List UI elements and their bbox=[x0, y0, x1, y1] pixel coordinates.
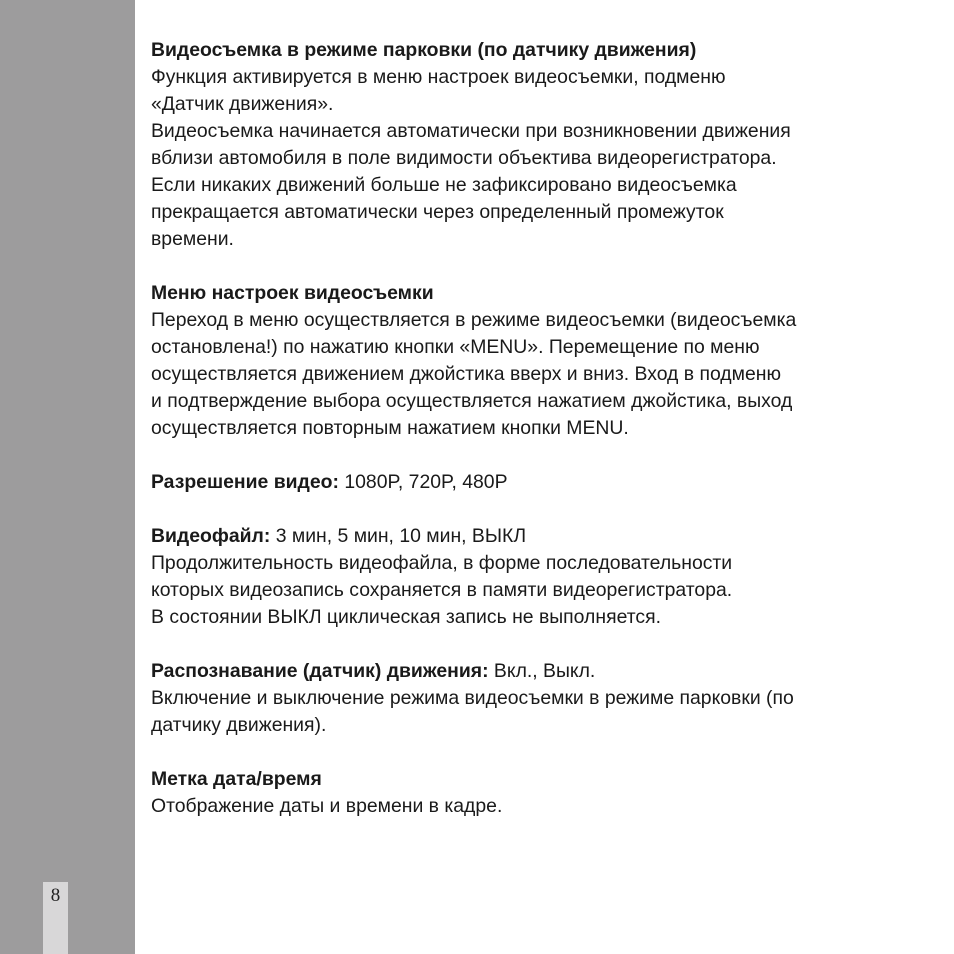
paragraph-line: прекращается автоматически через определенный промежуток bbox=[151, 201, 724, 223]
section-motion-detection bbox=[151, 658, 941, 739]
paragraph-line: Видеосъемка начинается автоматически при возникновении движения bbox=[151, 120, 791, 142]
side-band bbox=[0, 0, 135, 954]
paragraph-line: В состоянии ВЫКЛ циклическая запись не выполняется. bbox=[151, 606, 661, 628]
page-tab bbox=[43, 882, 68, 954]
setting-line bbox=[151, 658, 941, 685]
section-video-file bbox=[151, 523, 941, 631]
document-body bbox=[151, 37, 941, 847]
setting-values: 1080P, 720P, 480P bbox=[338, 471, 508, 493]
paragraph-line: которых видеозапись сохраняется в памяти видеорегистратора. bbox=[151, 579, 733, 601]
section-heading: Видеосъемка в режиме парковки (по датчику движения) bbox=[151, 39, 697, 61]
paragraph-line: вблизи автомобиля в поле видимости объектива видеорегистратора. bbox=[151, 147, 777, 169]
setting-label: Разрешение видео: bbox=[151, 471, 339, 493]
paragraph-line: датчику движения). bbox=[151, 714, 327, 736]
paragraph-line: Переход в меню осуществляется в режиме видеосъемки (видеосъемка bbox=[151, 309, 797, 331]
section-settings-menu bbox=[151, 280, 941, 442]
paragraph-line: осуществляется повторным нажатием кнопки MENU. bbox=[151, 417, 629, 439]
paragraph-line: и подтверждение выбора осуществляется нажатием джойстика, выход bbox=[151, 390, 793, 412]
paragraph-line: Если никаких движений больше не зафиксировано видеосъемка bbox=[151, 174, 737, 196]
paragraph-line: Включение и выключение режима видеосъемки в режиме парковки (по bbox=[151, 687, 794, 709]
section-date-time-stamp bbox=[151, 766, 941, 820]
paragraph-line: «Датчик движения». bbox=[151, 93, 334, 115]
paragraph-line: осуществляется движением джойстика вверх и вниз. Вход в подменю bbox=[151, 363, 781, 385]
setting-label: Видеофайл: bbox=[151, 525, 271, 547]
section-parking-mode bbox=[151, 37, 941, 253]
setting-line bbox=[151, 523, 941, 550]
section-heading: Метка дата/время bbox=[151, 768, 322, 790]
setting-label: Распознавание (датчик) движения: bbox=[151, 660, 489, 682]
setting-values: Вкл., Выкл. bbox=[488, 660, 596, 682]
paragraph-line: остановлена!) по нажатию кнопки «MENU». Перемещение по меню bbox=[151, 336, 760, 358]
page-number: 8 bbox=[50, 885, 61, 906]
paragraph-line: Продолжительность видеофайла, в форме последовательности bbox=[151, 552, 733, 574]
paragraph-line: Функция активируется в меню настроек видеосъемки, подменю bbox=[151, 66, 726, 88]
section-video-resolution bbox=[151, 469, 941, 496]
paragraph-line: Отображение даты и времени в кадре. bbox=[151, 795, 503, 817]
paragraph-line: времени. bbox=[151, 228, 234, 250]
setting-line bbox=[151, 469, 941, 496]
section-heading: Меню настроек видеосъемки bbox=[151, 282, 434, 304]
setting-values: 3 мин, 5 мин, 10 мин, ВЫКЛ bbox=[270, 525, 527, 547]
